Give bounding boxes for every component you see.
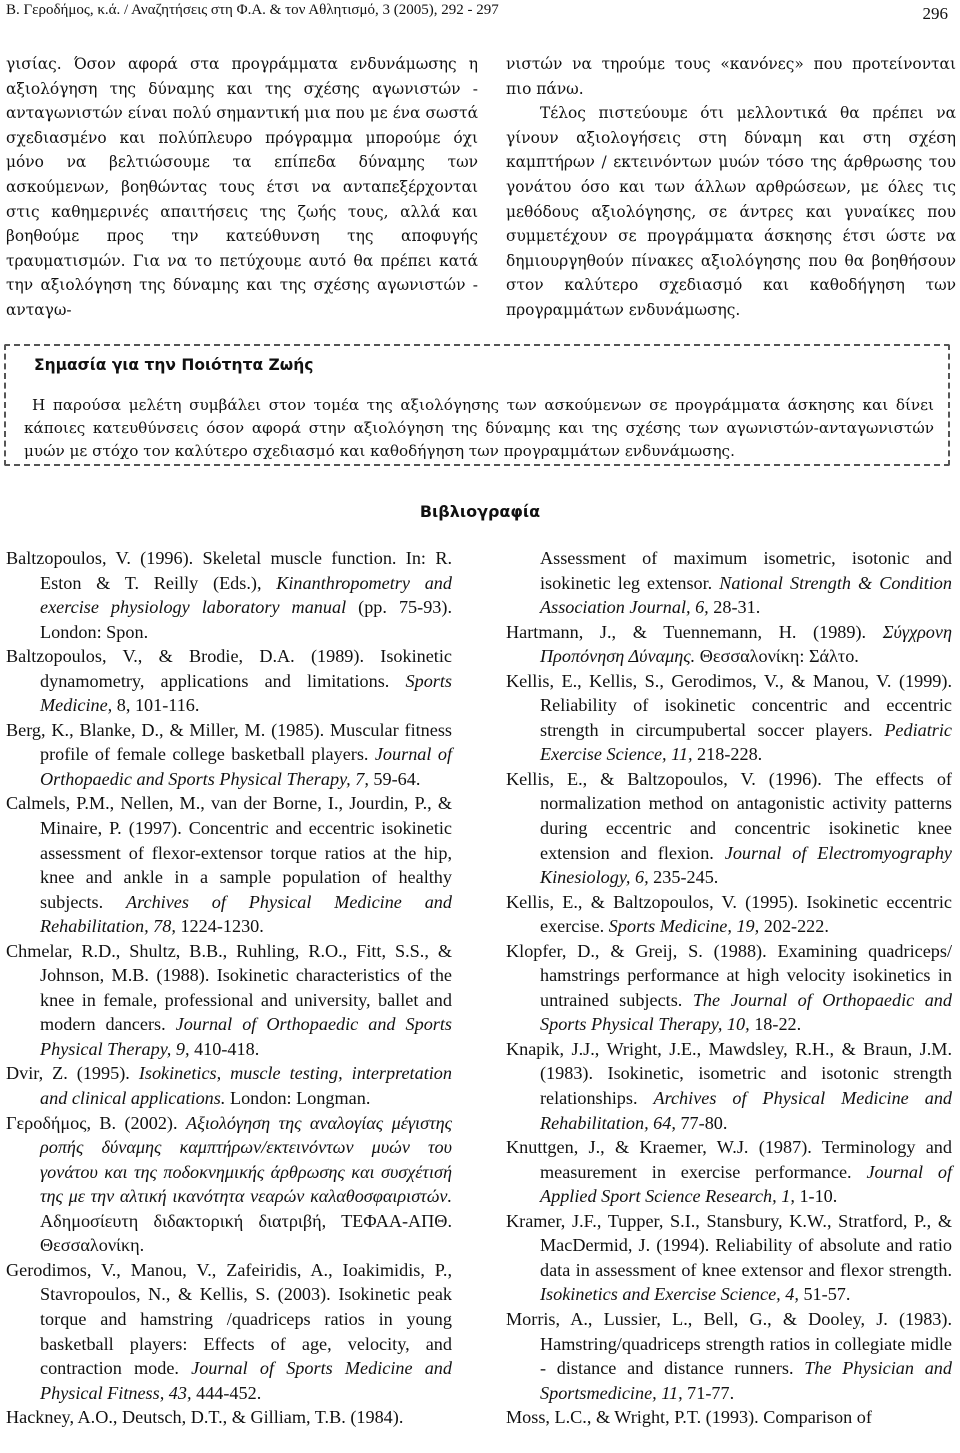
reference-entry: Calmels, P.M., Nellen, M., van der Borne, I., Jourdin, P., & Minaire, P. (1997). Concentric and eccentric isokinetic assessment of flexor-extensor torque ratios at the hip, knee and ankle in a sample population of healthy subjects. Archives of Physical Medicine and Rehabilitation, 78, 1224-1230. (6, 793, 452, 937)
reference-entry: Moss, L.C., & Wright, P.T. (1993). Comparison of (506, 1407, 872, 1428)
reference-entry: Kellis, E., Kellis, S., Gerodimos, V., & Manou, V. (1999). Reliability of isokinetic concentric and eccentric strength in circumpubertal soccer players. Pediatric Exercise Science, 11, 218-228. (506, 670, 952, 765)
running-header (6, 0, 948, 26)
reference-entry: Hackney, A.O., Deutsch, D.T., & Gilliam, T.B. (1984). (6, 1407, 404, 1428)
bibliography-heading: Βιβλιογραφία (419, 502, 541, 521)
reference-entry: Knapik, J.J., Wright, J.E., Mawdsley, R.H., & Braun, J.M. (1983). Isokinetic, isometric and isotonic strength relationships. Archives of Physical Medicine and Rehabilitation, 64, 77-80. (506, 1038, 953, 1133)
reference-entry: Knuttgen, J., & Kraemer, W.J. (1987). Terminology and measurement in exercise performance. Journal of Applied Sport Science Research, 1, 1-10. (506, 1137, 952, 1207)
references-column-right (506, 546, 952, 1430)
reference-entry: Gerodimos, V., Manou, V., Zafeiridis, A., Ioakimidis, P., Stavropoulos, N., & Kellis, S. (2003). Isokinetic peak torque and hamstring /quadriceps ratios in young basketball players: Effects of age, velocity, and contraction mode. Journal of Sports Medicine and Physical Fitness, 43, 444-452. (6, 1259, 452, 1403)
reference-entry: Dvir, Z. (1995). Isokinetics, muscle testing, interpretation and clinical applications. London: Longman. (6, 1063, 452, 1109)
reference-continuation: Assessment of maximum isometric, isotonic and isokinetic leg extensor. National Strength & Condition Association Journal, 6, 28-31. (540, 548, 952, 618)
body-paragraph: νιστών να τηρούμε τους «κανόνες» που προτείνονται πιο πάνω. (506, 55, 956, 98)
body-paragraph: γισίας. Όσον αφορά στα προγράμματα ενδυνάμωσης η αξιολόγηση της δύναμης και της σχέσης αγωνιστών - ανταγωνιστών είναι πολύ σημαντική μια που με ένα σωστά σχεδιασμένο και πολύπλευρο πρόγραμμα μπορούμε όχι μόνο να βελτιώσουμε τα επίπεδα δύναμης των ασκούμενων, βοηθώντας τους έτσι να ανταπεξέρχονται στις καθημερινές απαιτήσεις της ζωής τους, αλλά και βοηθούμε προς την κατεύθυνση της αποφυγής τραυματισμών. Για να το πετύχουμε αυτό θα πρέπει κατά την αξιολόγηση της δύναμης και της σχέσης αγωνιστών - ανταγω- (6, 55, 478, 319)
box-text: Η παρούσα μελέτη συμβάλει στον τομέα της αξιολόγησης των ασκούμενων σε προγράμματα άσκησης και δίνει κάποιες κατευθύνσεις όσον αφορά στην αξιολόγηση της δύναμης και της σχέσης των αγωνιστών-ανταγωνιστών μυών με στόχο τον καλύτερο σχεδιασμό και καθοδήγηση των προγραμμάτων ενδυνάμωσης. (24, 396, 934, 460)
reference-entry: Γεροδήμος, Β. (2002). Αξιολόγηση της αναλογίας μέγιστης ροπής δύναμης καμπτήρων/εκτεινόντων μυών του γονάτου και της ποδοκνημικής άρθρωσης και συσχέτισή της με την αλτική ικανότητα νεαρών καλαθοσφαιριστών. Αδημοσίευτη διδακτορική διατριβή, ΤΕΦΑΑ-ΑΠΘ. Θεσσαλονίκη. (6, 1112, 452, 1256)
running-title: Β. Γεροδήμος, κ.ά. / Αναζητήσεις στη Φ.Α. & τον Αθλητισμό, 3 (2005), 292 - 297 (6, 2, 499, 18)
reference-entry: Hartmann, J., & Tuennemann, H. (1989). Σύγχρονη Προπόνηση Δύναμης. Θεσσαλονίκη: Σάλτο. (506, 621, 952, 667)
reference-entry: Kellis, E., & Baltzopoulos, V. (1996). The effects of normalization method on antagonistic activity patterns during eccentric and concentric isokinetic knee extension and flexion. Journal of Electromyography Kinesiology, 6, 235-245. (506, 768, 952, 888)
reference-entry: Klopfer, D., & Greij, S. (1988). Examining quadriceps/ hamstrings performance at high velocity isokinetics in untrained subjects. The Journal of Orthopaedic and Sports Physical Therapy, 10, 18-22. (506, 940, 952, 1035)
reference-entry: Kellis, E., & Baltzopoulos, V. (1995). Isokinetic eccentric exercise. Sports Medicine, 19, 202-222. (506, 891, 952, 937)
body-column-right (506, 52, 956, 323)
reference-entry: Kramer, J.F., Tupper, S.I., Stansbury, K.W., Stratford, P., & MacDermid, J. (1994). Reliability of absolute and ratio data in assessment of knee extensor and flexor strength. Isokinetics and Exercise Science, 4, 51-57. (506, 1210, 952, 1305)
body-column-left (6, 52, 478, 323)
reference-entry: Baltzopoulos, V. (1996). Skeletal muscle function. In: R. Eston & T. Reilly (Eds.), Kinanthropometry and exercise physiology laboratory manual (pp. 75-93). London: Spon. (6, 548, 452, 642)
box-title: Σημασία για την Ποιότητα Ζωής (34, 356, 314, 374)
reference-entry: Morris, A., Lussier, L., Bell, G., & Dooley, J. (1983). Hamstring/quadriceps strength ratios in collegiate midle - distance and distance runners. The Physician and Sportsmedicine, 11, 71-77. (506, 1308, 952, 1403)
quality-of-life-box (4, 344, 950, 466)
reference-entry: Chmelar, R.D., Shultz, B.B., Ruhling, R.O., Fitt, S.S., & Johnson, M.B. (1988). Isokinetic characteristics of the knee in female, professional and university, ballet and modern dancers. Journal of Orthopaedic and Sports Physical Therapy, 9, 410-418. (6, 940, 452, 1059)
body-paragraph: Τέλος πιστεύουμε ότι μελλοντικά θα πρέπει να γίνουν αξιολογήσεις στη δύναμη και στη σχέση καμπτήρων / εκτεινόντων μυών τόσο της άρθρωσης του γονάτου όσο και των άλλων αρθρώσεων, με όλες τις μεθόδους αξιολόγησης, σε άντρες και γυναίκες που συμμετέχουν σε προγράμματα άσκησης έτσι ώστε να δημιουργηθούν πίνακες αξιολόγησης που θα βοηθήσουν στον καλύτερο σχεδιασμό και καθοδήγηση των προγραμμάτων ενδυνάμωσης. (506, 104, 956, 319)
references-column-left (6, 546, 452, 1430)
reference-entry: Baltzopoulos, V., & Brodie, D.A. (1989). Isokinetic dynamometry, applications and limitations. Sports Medicine, 8, 101-116. (6, 646, 452, 716)
page-number: 296 (922, 4, 948, 23)
reference-entry: Berg, K., Blanke, D., & Miller, M. (1985). Muscular fitness profile of female college basketball players. Journal of Orthopaedic and Sports Physical Therapy, 7, 59-64. (6, 719, 452, 789)
